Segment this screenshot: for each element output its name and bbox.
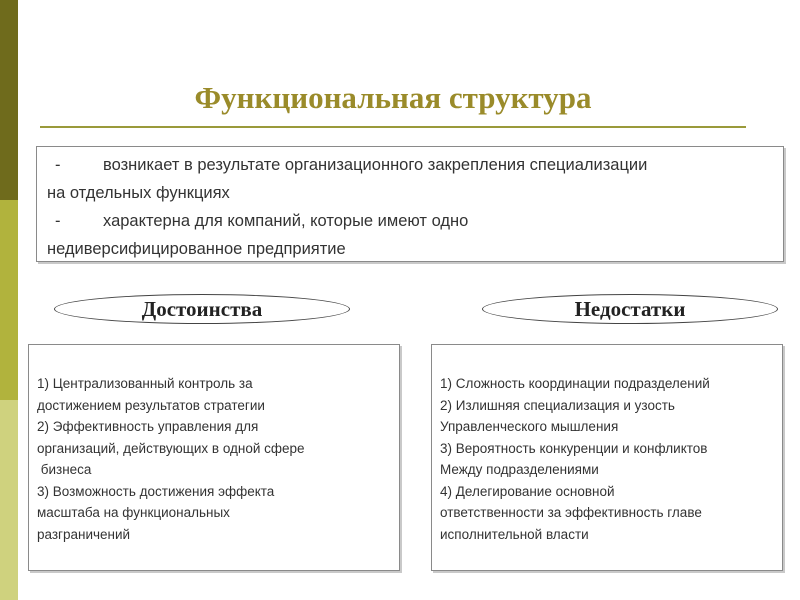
advantage-line: организаций, действующих в одной сфере: [37, 440, 305, 456]
advantage-line: бизнеса: [37, 462, 92, 477]
sidebar-stripe-mid: [0, 200, 18, 400]
disadvantage-line: 2) Излишняя специализация и узость: [440, 397, 675, 413]
advantages-heading: Достоинства: [54, 294, 350, 324]
intro-text: недиверсифицированное предприятие: [47, 240, 346, 258]
intro-line: [47, 235, 773, 263]
advantage-line: 1) Централизованный контроль за: [37, 376, 253, 391]
disadvantage-line: ответственности за эффективность главе: [440, 505, 702, 520]
advantages-panel: [28, 344, 400, 571]
disadvantage-line: 4) Делегирование основной: [440, 483, 615, 499]
intro-line: [47, 179, 773, 207]
intro-box: [36, 146, 784, 262]
disadvantages-panel: [431, 344, 783, 571]
disadvantage-line: исполнительной власти: [440, 526, 589, 542]
disadvantages-heading: Недостатки: [482, 294, 778, 324]
intro-line: [47, 207, 773, 235]
intro-text: возникает в результате организационного закрепления специализации: [103, 156, 648, 174]
intro-text: характерна для компаний, которые имеют одно: [103, 212, 469, 230]
disadvantage-line: Между подразделениями: [440, 462, 599, 477]
intro-text: на отдельных функциях: [47, 184, 230, 202]
advantage-line: масштаба на функциональных: [37, 505, 230, 520]
disadvantage-line: 3) Вероятность конкуренции и конфликтов: [440, 440, 708, 456]
disadvantage-line: Управленческого мышления: [440, 419, 619, 434]
advantage-line: 2) Эффективность управления для: [37, 419, 259, 434]
sidebar-stripe-light: [0, 400, 18, 600]
sidebar-stripe-dark: [0, 0, 18, 200]
intro-line: [47, 151, 773, 179]
advantage-line: разграничений: [37, 526, 131, 542]
title-underline: [40, 126, 746, 128]
intro-dash: -: [55, 156, 61, 174]
advantage-line: 3) Возможность достижения эффекта: [37, 483, 275, 499]
disadvantage-line: 1) Сложность координации подразделений: [440, 376, 710, 391]
advantage-line: достижением результатов стратегии: [37, 397, 265, 413]
intro-dash: -: [55, 212, 61, 230]
slide-title: Функциональная структура: [194, 80, 592, 115]
